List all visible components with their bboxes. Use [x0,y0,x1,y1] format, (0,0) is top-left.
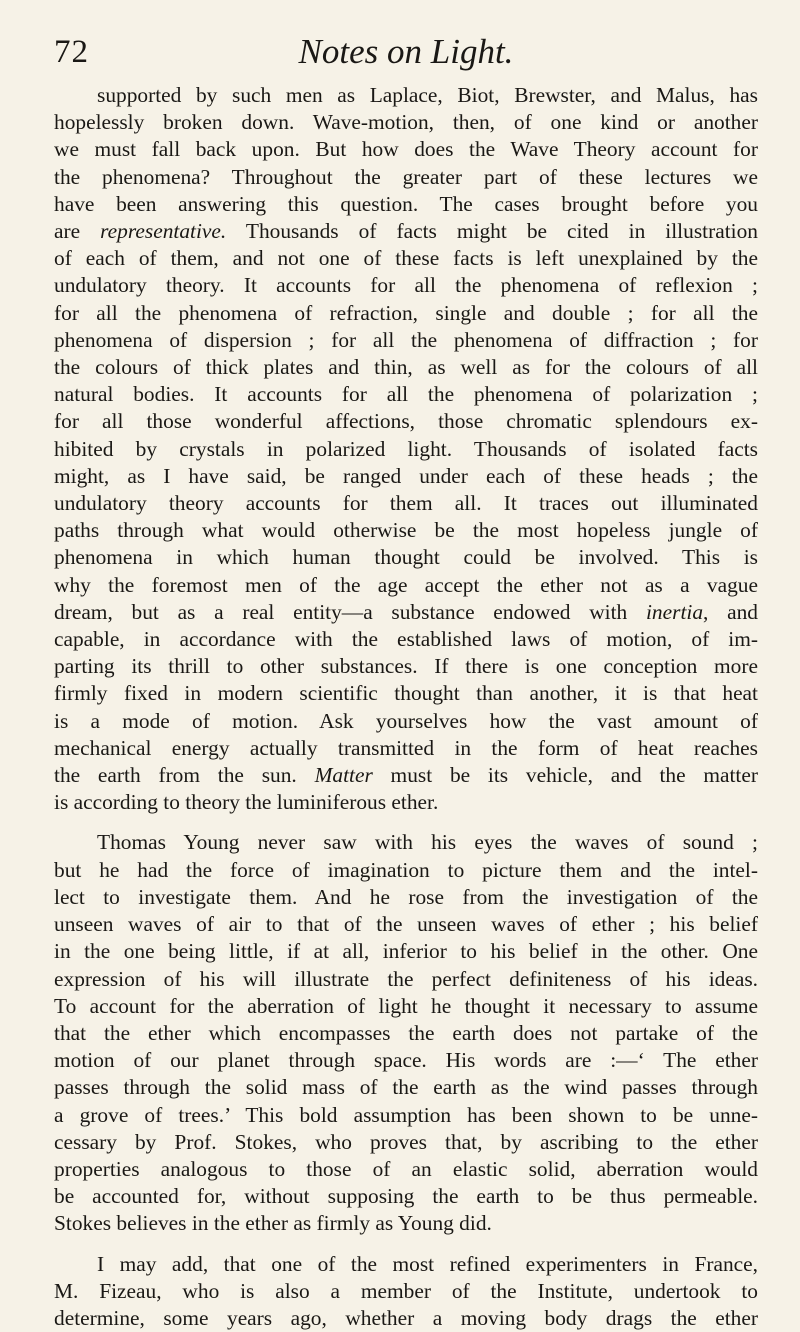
text-line: lect to investigate them. And he rose from the investigation of the [54,884,758,909]
text-line: is according to theory the luminiferous ether. [54,790,439,815]
text-line: capable, in accordance with the established laws of motion, of im- [54,627,758,652]
paragraph-thomas-young [54,829,758,1237]
italic-term: inertia [645,599,704,624]
text-line: the earth from the sun. Matter must be its vehicle, and the matter [54,763,758,788]
text-line: undulatory theory accounts for them all. It traces out illuminated [54,491,758,516]
text-line: for all the phenomena of refraction, single and double ; for all the [54,300,758,325]
text-line: is a mode of motion. Ask yourselves how the vast amount of [54,708,758,733]
book-page [54,0,758,1330]
text-line: passes through the solid mass of the earth as the wind passes through [54,1075,758,1100]
text-line: I may add, that one of the most refined experimenters in France, [97,1251,758,1276]
text-line: M. Fizeau, who is also a member of the Institute, undertook to [54,1278,758,1303]
text-line: the phenomena? Throughout the greater part of these lectures we [54,164,758,189]
text-line: properties analogous to those of an elastic solid, aberration would [54,1156,758,1181]
text-line: be accounted for, without supposing the earth to be thus permeable. [54,1184,758,1209]
text-line: phenomena of dispersion ; for all the phenomena of diffraction ; for [54,327,758,352]
text-line: that the ether which encompasses the earth does not partake of the [54,1020,758,1045]
text-line: hibited by crystals in polarized light. Thousands of isolated facts [54,436,758,461]
italic-term: representative. [100,219,227,244]
running-head [54,32,758,76]
italic-term: Matter [314,763,373,788]
text-line: for all those wonderful affections, those chromatic splendours ex- [54,409,758,434]
text-line: a grove of trees.’ This bold assumption has been shown to be unne- [54,1102,758,1127]
text-line: determine, some years ago, whether a moving body drags the ether [54,1305,758,1330]
text-line: undulatory theory. It accounts for all the phenomena of reflexion ; [54,273,758,298]
text-line: supported by such men as Laplace, Biot, Brewster, and Malus, has [97,83,758,107]
text-line: paths through what would otherwise be the most hopeless jungle of [54,518,758,543]
body-text [54,82,758,1332]
text-line: motion of our planet through space. His words are :—‘ The ether [54,1048,758,1073]
text-line: have been answering this question. The cases brought before you [54,191,758,216]
text-line: parting its thrill to other substances. If there is one conception more [54,654,758,679]
text-line: Stokes believes in the ether as firmly as Young did. [54,1211,492,1236]
text-line: the colours of thick plates and thin, as well as for the colours of all [54,355,758,380]
text-line: expression of his will illustrate the perfect definiteness of his ideas. [54,966,758,991]
text-line: might, as I have said, be ranged under each of these heads ; the [54,463,758,488]
text-line: but he had the force of imagination to picture them and the intel- [54,857,758,882]
text-line: are representative. Thousands of facts might be cited in illustration [54,219,758,244]
text-line: phenomena in which human thought could be involved. This is [54,545,758,570]
text-line: cessary by Prof. Stokes, who proves that, by ascribing to the ether [54,1129,758,1154]
text-line: dream, but as a real entity—a substance endowed with inertia, and [54,599,758,624]
text-line: in the one being little, if at all, inferior to his belief in the other. One [54,939,758,964]
text-line: Thomas Young never saw with his eyes the waves of sound ; [97,830,758,855]
page-number: 72 [54,34,89,70]
text-line: mechanical energy actually transmitted in the form of heat reaches [54,735,758,760]
text-line: why the foremost men of the age accept the ether not as a vague [54,572,758,597]
text-line: of each of them, and not one of these facts is left unexplained by the [54,246,758,271]
text-line: firmly fixed in modern scientific thought than another, it is that heat [54,681,758,706]
running-title: Notes on Light. [298,32,514,71]
text-line: To account for the aberration of light he thought it necessary to assume [54,993,758,1018]
paragraph-ether-theory [54,82,758,816]
text-line: natural bodies. It accounts for all the phenomena of polarization ; [54,382,758,407]
text-line: unseen waves of air to that of the unseen waves of ether ; his belief [54,912,758,937]
text-line: hopelessly broken down. Wave-motion, then, of one kind or another [54,110,758,135]
text-line: we must fall back upon. But how does the Wave Theory account for [54,137,758,162]
